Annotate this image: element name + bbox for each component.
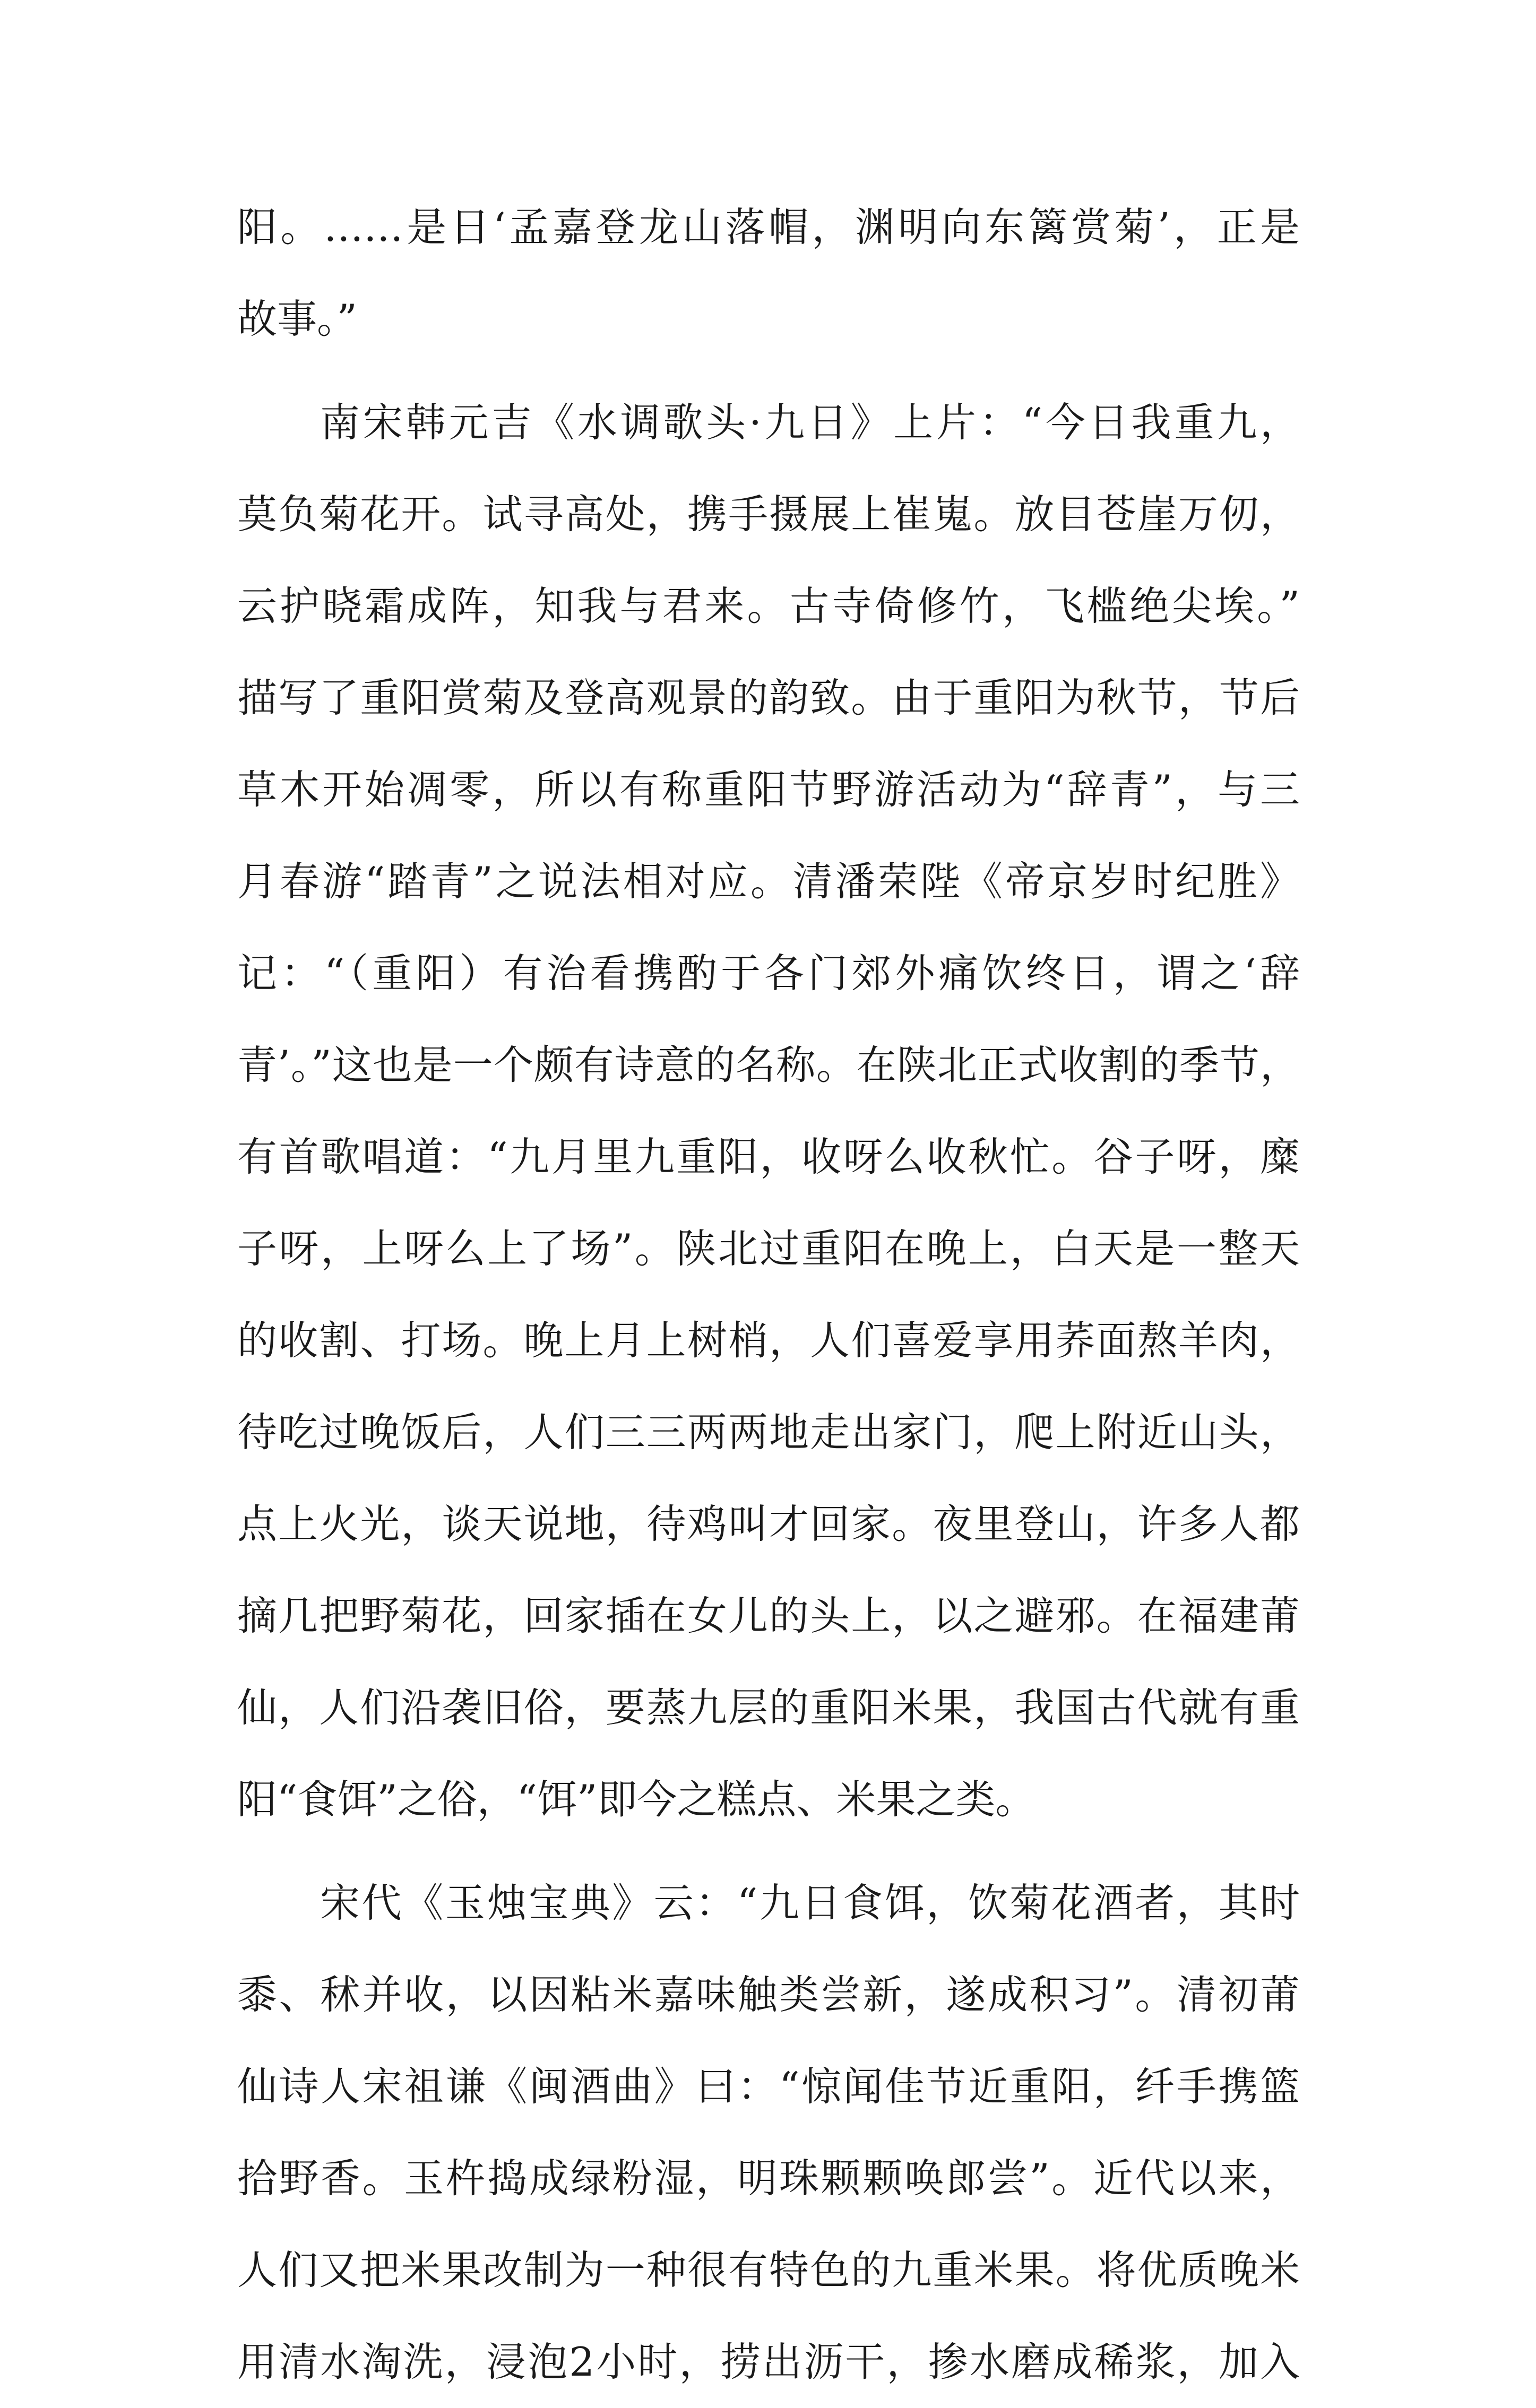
text-line: 摘几把野菊花，回家插在女儿的头上，以之避邪。在福建莆 [237,1592,1300,1639]
text-line: 宋代《玉烛宝典》云：“九日食饵，饮菊花酒者，其时 [320,1879,1300,1926]
text-line: 用清水淘洗，浸泡2小时，捞出沥干，掺水磨成稀浆，加入 [237,2338,1300,2385]
text-line: 描写了重阳赏菊及登高观景的韵致。由于重阳为秋节，节后 [237,674,1300,721]
text-line: 仙诗人宋祖谦《闽酒曲》曰：“惊闻佳节近重阳，纤手携篮 [237,2063,1300,2110]
text-line: 青’。”这也是一个颇有诗意的名称。在陕北正式收割的季节， [237,1042,1300,1088]
text-line: 有首歌唱道：“九月里九重阳，收呀么收秋忙。谷子呀，糜 [237,1133,1300,1180]
text-line: 莫负菊花开。试寻高处，携手摄展上崔嵬。放目苍崖万仞， [237,491,1300,538]
body-text [237,181,1300,2408]
paragraph [237,377,1300,1846]
text-line: 故事。” [237,296,357,342]
text-line: 的收割、打场。晚上月上树梢，人们喜爱享用荞面熬羊肉， [237,1317,1300,1364]
text-line: 点上火光，谈天说地，待鸡叫才回家。夜里登山，许多人都 [237,1501,1300,1547]
paragraph [237,1857,1300,2408]
text-line: 草木开始凋零，所以有称重阳节野游活动为“辞青”，与三 [237,766,1300,813]
text-line: 月春游“踏青”之说法相对应。清潘荣陛《帝京岁时纪胜》 [237,858,1300,905]
text-line: 云护晓霜成阵，知我与君来。古寺倚修竹，飞槛绝尖埃。” [237,583,1300,629]
text-line: 拾野香。玉杵捣成绿粉湿，明珠颗颗唤郎尝”。近代以来， [237,2155,1300,2202]
text-line: 阳“食饵”之俗，“饵”即今之糕点、米果之类。 [237,1776,1035,1823]
text-line: 黍、秫并收，以因粘米嘉味触类尝新，遂成积习”。清初莆 [237,1971,1300,2018]
text-line: 阳。……是日‘孟嘉登龙山落帽，渊明向东篱赏菊’，正是 [237,204,1300,250]
paragraph [237,181,1300,365]
text-line: 子呀，上呀么上了场”。陕北过重阳在晚上，白天是一整天 [237,1225,1300,1272]
text-line: 人们又把米果改制为一种很有特色的九重米果。将优质晚米 [237,2247,1300,2293]
text-line: 记：“（重阳）有治看携酌于各门郊外痛饮终日，谓之‘辞 [237,950,1300,997]
text-line: 待吃过晚饭后，人们三三两两地走出家门，爬上附近山头， [237,1409,1300,1456]
text-line: 仙，人们沿袭旧俗，要蒸九层的重阳米果，我国古代就有重 [237,1684,1300,1731]
text-line: 南宋韩元吉《水调歌头·九日》上片：“今日我重九， [320,399,1300,446]
